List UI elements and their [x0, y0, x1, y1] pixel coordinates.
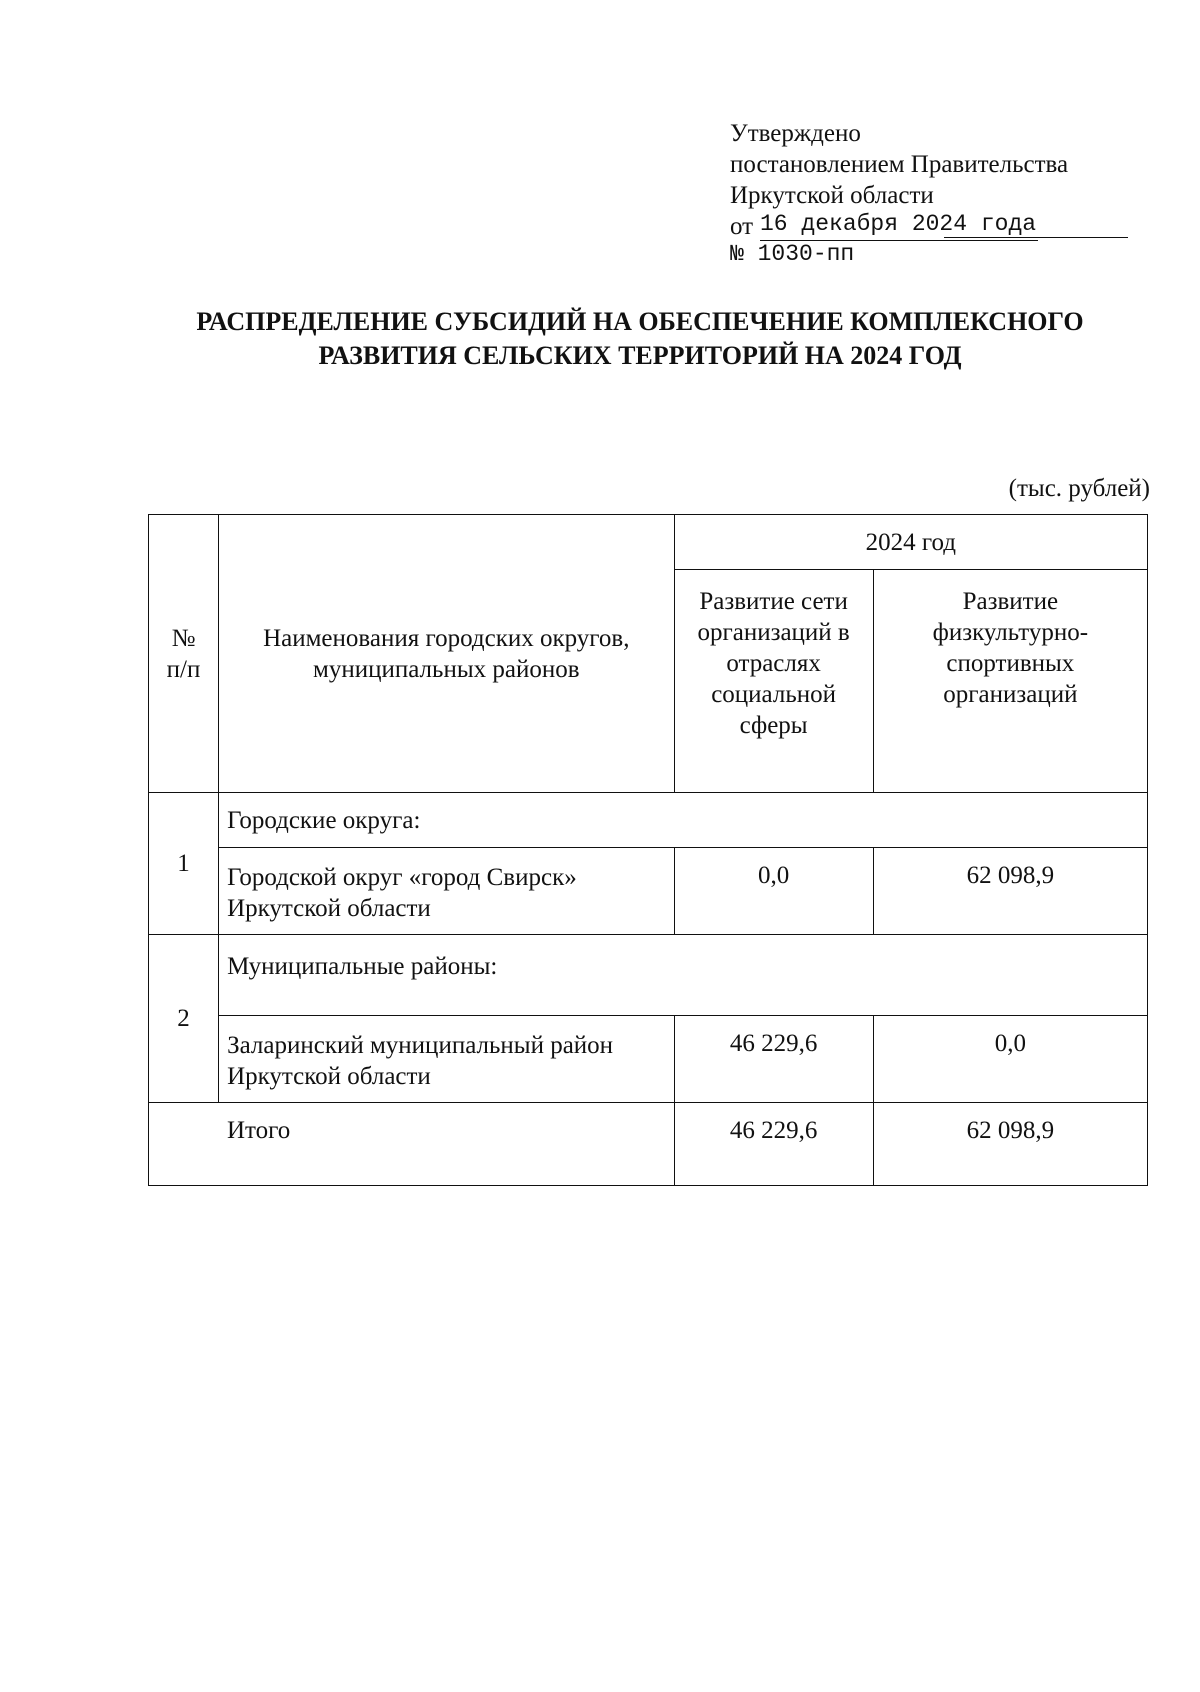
header-col-b-line: физкультурно-	[932, 619, 1089, 646]
header-name	[219, 515, 674, 793]
approval-date: 16 декабря 2024 года	[760, 209, 1038, 241]
row-2-name-line-1: Заларинский муниципальный район	[227, 1032, 614, 1059]
header-name-line-2: муниципальных районов	[313, 655, 580, 683]
approval-block	[730, 118, 1150, 273]
category-1-label: Городские округа:	[219, 793, 1148, 848]
date-prefix: от	[730, 213, 754, 240]
category-2-label: Муниципальные районы:	[219, 935, 1148, 1016]
approval-line-3: Иркутской области	[730, 182, 934, 209]
total-col-b: 62 098,9	[873, 1103, 1147, 1186]
header-col-a-line: Развитие сети	[699, 588, 848, 615]
header-name-line-1: Наименования городских округов,	[263, 624, 630, 652]
header-col-a-line: социальной	[711, 681, 837, 708]
title-line-2: РАЗВИТИЯ СЕЛЬСКИХ ТЕРРИТОРИЙ НА 2024 ГОД	[318, 341, 962, 370]
header-no	[149, 515, 219, 793]
header-row-1	[149, 515, 1148, 570]
subsidy-table	[148, 514, 1148, 1186]
total-label: Итого	[149, 1103, 675, 1186]
row-1-col-a: 0,0	[674, 848, 873, 935]
category-row-2	[149, 935, 1148, 1016]
approval-number: № 1030-пп	[730, 241, 855, 267]
header-no-line-1: №	[171, 624, 196, 652]
category-row-1	[149, 793, 1148, 848]
date-underline	[944, 237, 1128, 238]
table-row	[149, 1016, 1148, 1103]
header-col-a-line: сферы	[739, 712, 808, 739]
row-1-no: 1	[149, 793, 219, 935]
approval-date-row	[730, 211, 1150, 242]
total-row	[149, 1103, 1148, 1186]
unit-label: (тыс. рублей)	[1008, 475, 1150, 502]
approval-number-row	[730, 242, 1150, 273]
approval-line-2: постановлением Правительства	[730, 151, 1069, 178]
header-col-b-line: Развитие	[962, 588, 1059, 615]
row-1-col-b: 62 098,9	[873, 848, 1147, 935]
row-2-col-b: 0,0	[873, 1016, 1147, 1103]
title-line-1: РАСПРЕДЕЛЕНИЕ СУБСИДИЙ НА ОБЕСПЕЧЕНИЕ КОМПЛЕКСНОГО	[196, 307, 1084, 336]
header-no-line-2: п/п	[166, 655, 201, 683]
table-row	[149, 848, 1148, 935]
row-1-name	[219, 848, 674, 935]
row-2-col-a: 46 229,6	[674, 1016, 873, 1103]
header-col-a	[674, 570, 873, 793]
header-col-b	[873, 570, 1147, 793]
row-1-name-line-2: Иркутской области	[227, 895, 431, 922]
row-2-name-line-2: Иркутской области	[227, 1063, 431, 1090]
header-col-a-line: отраслях	[726, 650, 821, 677]
document-title	[150, 305, 1130, 373]
header-col-b-line: спортивных	[946, 650, 1075, 677]
total-col-a: 46 229,6	[674, 1103, 873, 1186]
approval-line-1: Утверждено	[730, 120, 861, 147]
row-2-no: 2	[149, 935, 219, 1103]
row-2-name	[219, 1016, 674, 1103]
row-1-name-line-1: Городской округ «город Свирск»	[227, 864, 577, 891]
header-col-a-line: организаций в	[697, 619, 850, 646]
header-col-b-line: организаций	[943, 681, 1078, 708]
header-year: 2024 год	[674, 515, 1147, 570]
